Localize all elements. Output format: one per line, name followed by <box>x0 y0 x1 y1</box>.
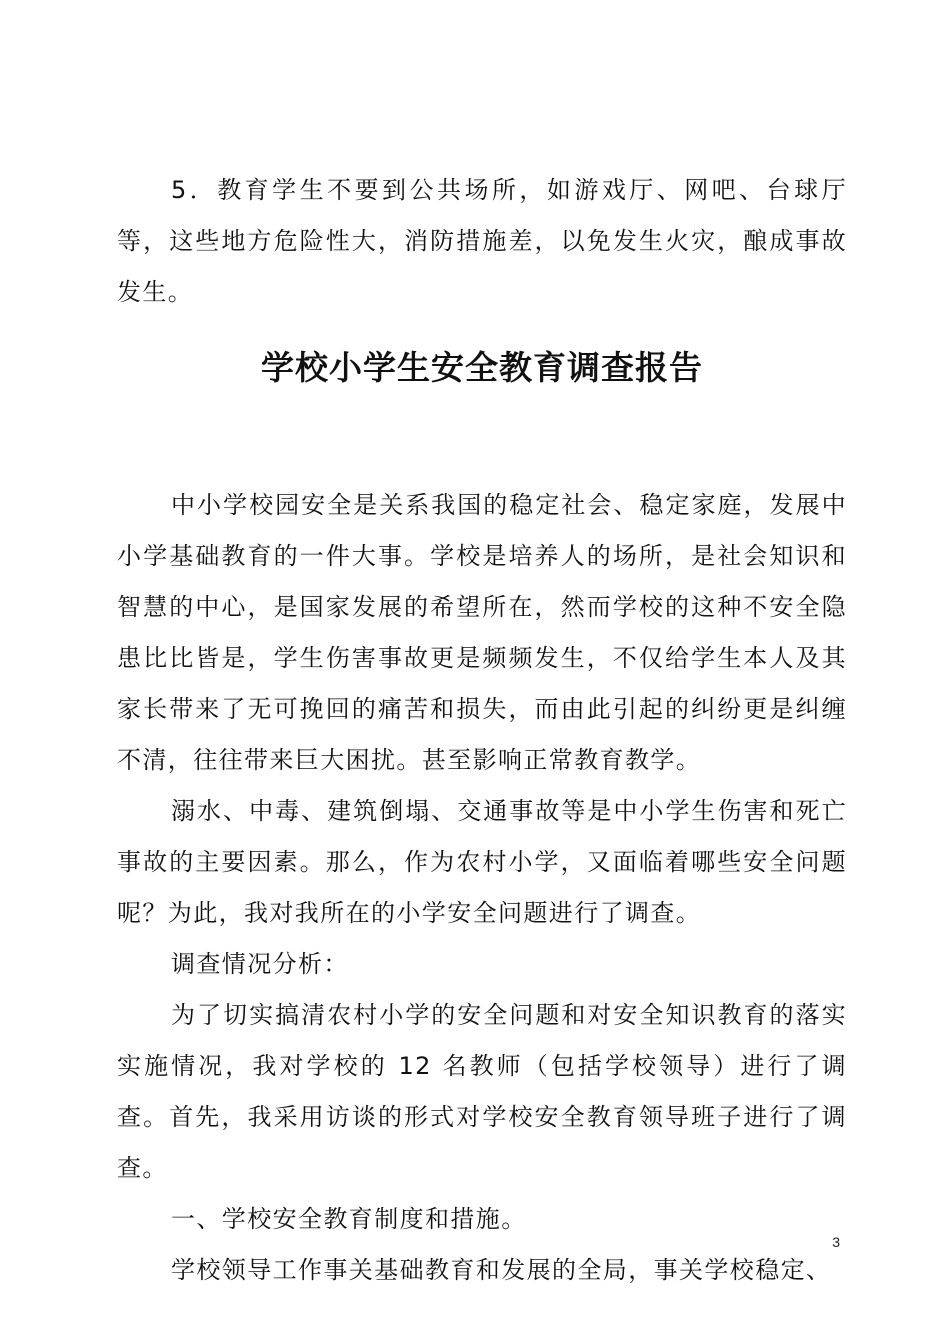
page-number: 3 <box>832 1234 840 1250</box>
intro-paragraph: 5．教育学生不要到公共场所，如游戏厅、网吧、台球厅等，这些地方危险性大，消防措施差，以免发生火灾，酿成事故发生。 <box>117 176 847 306</box>
section-label-analysis: 调查情况分析： <box>171 950 349 978</box>
section-heading-1: 一、学校安全教育制度和措施。 <box>171 1205 527 1233</box>
report-title: 学校小学生安全教育调查报告 <box>261 348 703 387</box>
body-paragraph-2: 溺水、中毒、建筑倒塌、交通事故等是中小学生伤害和死亡事故的主要因素。那么，作为农村小学，又面临着哪些安全问题呢？为此，我对我所在的小学安全问题进行了调查。 <box>117 797 847 927</box>
page-content <box>117 165 847 1296</box>
body-paragraph-3: 为了切实搞清农村小学的安全问题和对安全知识教育的落实实施情况，我对学校的 12 名教师（包括学校领导）进行了调查。首先，我采用访谈的形式对学校安全教育领导班子进行了调查。 <box>117 1001 847 1182</box>
body-paragraph-1: 中小学校园安全是关系我国的稳定社会、稳定家庭，发展中小学基础教育的一件大事。学校是培养人的场所，是社会知识和智慧的中心，是国家发展的希望所在，然而学校的这种不安全隐患比比皆是，学生伤害事故更是频频发生，不仅给学生本人及其家长带来了无可挽回的痛苦和损失，而由此引起的纠纷更是纠缠不清，往往带来巨大困扰。甚至影响正常教育教学。 <box>117 491 847 774</box>
body-paragraph-4: 学校领导工作事关基础教育和发展的全局，事关学校稳定、 <box>171 1256 832 1284</box>
